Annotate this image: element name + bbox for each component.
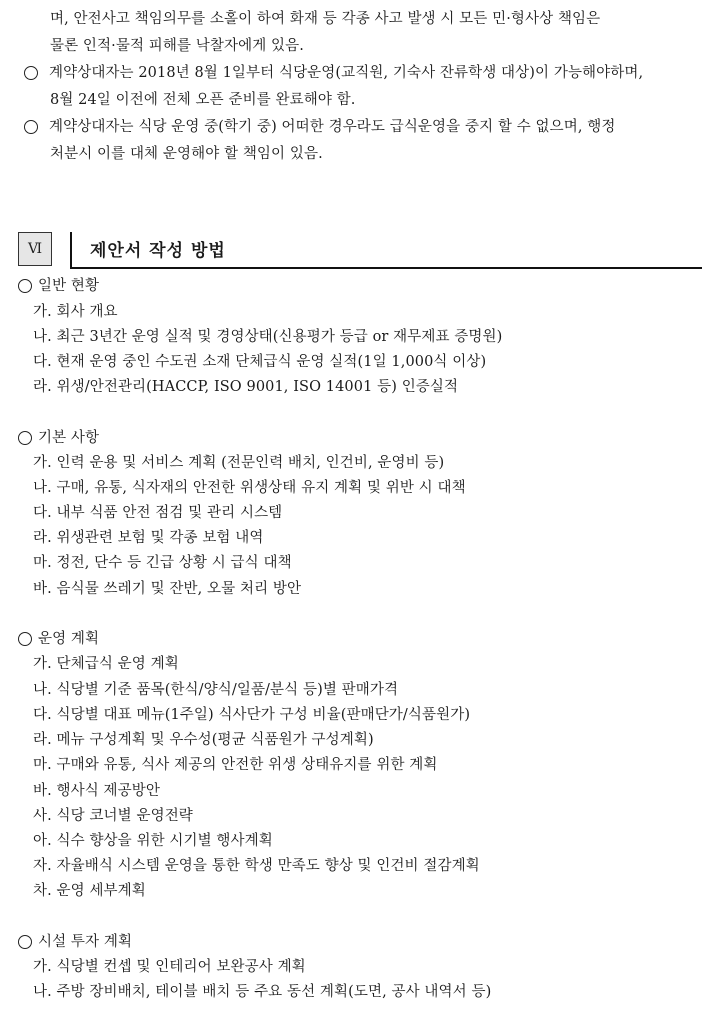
paragraph-line: 며, 안전사고 책임의무를 소홀이 하여 화재 등 각종 사고 발생 시 모든 민·형사상 책임은 <box>50 11 601 27</box>
bullet-item <box>24 117 714 139</box>
group-heading: 기본 사항 <box>18 428 318 450</box>
list-item: 자. 자율배식 시스템 운영을 통한 학생 만족도 향상 및 인건비 절감계획 <box>33 858 480 874</box>
list-item: 나. 식당별 기준 품목(한식/양식/일품/분식 등)별 판매가격 <box>33 682 399 698</box>
group-heading: 운영 계획 <box>18 629 318 651</box>
section-title: 제안서 작성 방법 <box>90 241 226 261</box>
list-item: 차. 운영 세부계획 <box>33 883 146 899</box>
list-item: 아. 식수 향상을 위한 시기별 행사계획 <box>33 833 273 849</box>
list-item: 가. 회사 개요 <box>33 304 118 320</box>
circle-bullet-icon <box>24 66 38 80</box>
list-item: 다. 현재 운영 중인 수도권 소재 단체급식 운영 실적(1일 1,000식 이상) <box>33 354 487 370</box>
bullet-item <box>24 63 714 85</box>
list-item: 라. 메뉴 구성계획 및 우수성(평균 식품원가 구성계획) <box>33 732 374 748</box>
list-item: 나. 구매, 유통, 식자재의 안전한 위생상태 유지 계획 및 위반 시 대책 <box>33 480 466 496</box>
section-number-box: Ⅵ <box>18 232 52 266</box>
circle-bullet-icon <box>18 431 32 445</box>
list-item: 가. 식당별 컨셉 및 인테리어 보완공사 계획 <box>33 959 306 975</box>
paragraph-line: 계약상대자는 2018년 8월 1일부터 식당운영(교직원, 기숙사 잔류학생 대상)이 가능해야하며, <box>49 65 644 81</box>
circle-bullet-icon <box>24 120 38 134</box>
list-item: 가. 인력 운용 및 서비스 계획 (전문인력 배치, 인건비, 운영비 등) <box>33 455 445 471</box>
list-item: 라. 위생관련 보험 및 각종 보험 내역 <box>33 530 264 546</box>
circle-bullet-icon <box>18 935 32 949</box>
section-divider <box>70 232 72 268</box>
paragraph-line: 물론 인적·물적 피해를 낙찰자에게 있음. <box>50 38 304 54</box>
group-heading: 일반 현황 <box>18 276 318 298</box>
list-item: 다. 식당별 대표 메뉴(1주일) 식사단가 구성 비율(판매단가/식품원가) <box>33 707 471 723</box>
list-item: 마. 정전, 단수 등 긴급 상황 시 급식 대책 <box>33 555 292 571</box>
section-header <box>18 226 702 270</box>
circle-bullet-icon <box>18 632 32 646</box>
list-item: 가. 단체급식 운영 계획 <box>33 656 179 672</box>
section-underline <box>70 267 702 269</box>
list-item: 나. 최근 3년간 운영 실적 및 경영상태(신용평가 등급 or 재무제표 증명원) <box>33 329 503 345</box>
list-item: 마. 구매와 유통, 식사 제공의 안전한 위생 상태유지를 위한 계획 <box>33 757 438 773</box>
list-item: 다. 내부 식품 안전 점검 및 관리 시스템 <box>33 505 283 521</box>
group-heading: 시설 투자 계획 <box>18 932 318 954</box>
list-item: 바. 음식물 쓰레기 및 잔반, 오물 처리 방안 <box>33 581 302 597</box>
paragraph-line: 8월 24일 이전에 전체 오픈 준비를 완료해야 함. <box>50 92 356 108</box>
list-item: 라. 위생/안전관리(HACCP, ISO 9001, ISO 14001 등) 인증실적 <box>33 379 459 395</box>
paragraph-line: 계약상대자는 식당 운영 중(학기 중) 어떠한 경우라도 급식운영을 중지 할 수 없으며, 행정 <box>49 119 616 135</box>
list-item: 바. 행사식 제공방안 <box>33 783 160 799</box>
circle-bullet-icon <box>18 279 32 293</box>
list-item: 사. 식당 코너별 운영전략 <box>33 808 193 824</box>
list-item: 나. 주방 장비배치, 테이블 배치 등 주요 동선 계획(도면, 공사 내역서 등) <box>33 984 492 1000</box>
paragraph-line: 처분시 이를 대체 운영해야 할 책임이 있음. <box>50 146 323 162</box>
